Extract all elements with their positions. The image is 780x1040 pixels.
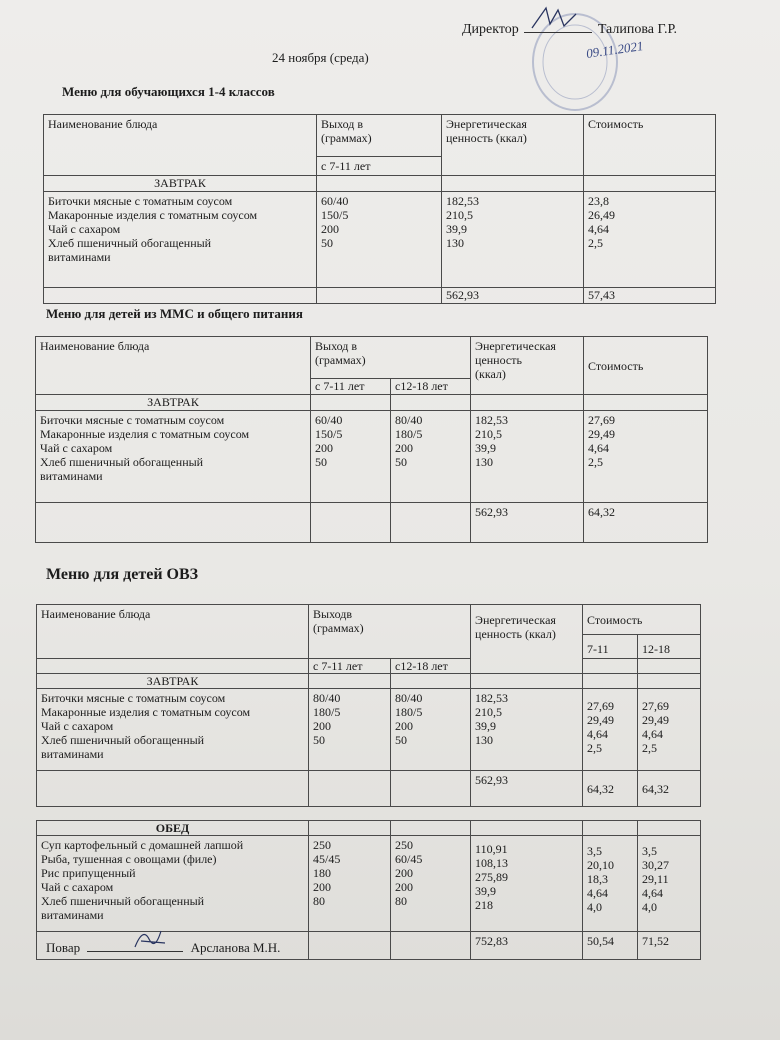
cook-name: Арсланова М.Н. (190, 940, 281, 955)
age-header-2: с12-18 лет (391, 379, 471, 395)
cost-list: 23,8 26,49 4,64 2,5 (584, 192, 716, 288)
lunch-total-cost-1: 50,54 (583, 932, 638, 960)
cost-age-header-1: 7-11 (583, 635, 638, 659)
age-header-2: с12-18 лет (391, 659, 471, 674)
signature-icon (131, 925, 171, 951)
energy-list: 182,53 210,5 39,9 130 (471, 411, 584, 503)
breakfast-cost-list-2: 27,69 29,49 4,64 2,5 (638, 689, 701, 771)
breakfast-dish-list: Биточки мясные с томатным соусом Макаронные изделия с томатным соусом Чай с сахаром Хлеб пшеничный обогащенный витаминами (37, 689, 309, 771)
breakfast-total-cost-2: 64,32 (638, 771, 701, 807)
section1-title: Меню для обучающихся 1-4 классов (62, 84, 275, 99)
breakfast-energy-list: 182,53 210,5 39,9 130 (471, 689, 583, 771)
col-cost-header: Стоимость (584, 337, 708, 395)
lunch-output-list-1: 250 45/45 180 200 80 (309, 836, 391, 932)
col-output-header: Выход в (граммах) (317, 115, 442, 157)
director-signature (524, 18, 592, 33)
dish-list: Биточки мясные с томатным соусом Макаронные изделия с томатным соусом Чай с сахаром Хлеб пшеничный обогащенный витаминами (36, 411, 311, 503)
col-name-header: Наименование блюда (36, 337, 311, 395)
section2-title: Меню для детей из ММС и общего питания (46, 306, 303, 321)
lunch-total-energy: 752,83 (471, 932, 583, 960)
signature-icon (524, 4, 592, 34)
age-header-1: с 7-11 лет (309, 659, 391, 674)
total-energy: 562,93 (442, 288, 584, 304)
breakfast-output-list-2: 80/40 180/5 200 50 (391, 689, 471, 771)
dish-list: Биточки мясные с томатным соусом Макаронные изделия с томатным соусом Чай с сахаром Хлеб пшеничный обогащенный витаминами (44, 192, 317, 288)
col-energy-header: Энергетическая ценность (ккал) (471, 605, 583, 674)
output-list: 60/40 150/5 200 50 (317, 192, 442, 288)
output-list-2: 80/40 180/5 200 50 (391, 411, 471, 503)
lunch-dish-list: Суп картофельный с домашней лапшой Рыба, тушенная с овощами (филе) Рис припущенный Чай с сахаром Хлеб пшеничный обогащенный витаминами (37, 836, 309, 932)
age-header-1: с 7-11 лет (311, 379, 391, 395)
lunch-total-cost-2: 71,52 (638, 932, 701, 960)
breakfast-output-list-1: 80/40 180/5 200 50 (309, 689, 391, 771)
lunch-label: ОБЕД (37, 821, 309, 836)
total-cost: 57,43 (584, 288, 716, 304)
section1-table (43, 114, 716, 304)
cook-signature (87, 939, 183, 952)
breakfast-total-energy: 562,93 (471, 771, 583, 807)
col-name-header: Наименование блюда (37, 605, 309, 659)
total-cost: 64,32 (584, 503, 708, 543)
col-output-header: Выход в (граммах) (311, 337, 471, 379)
signature-date: 09.11.2021 (585, 38, 645, 61)
breakfast-label: ЗАВТРАК (37, 674, 309, 689)
menu-date: 24 ноября (среда) (272, 50, 369, 65)
lunch-output-list-2: 250 60/45 200 200 80 (391, 836, 471, 932)
director-line (462, 18, 677, 38)
col-energy-header: Энергетическая ценность (ккал) (471, 337, 584, 395)
col-cost-header: Стоимость (583, 605, 701, 635)
col-energy-header: Энергетическая ценность (ккал) (442, 115, 584, 176)
cook-line (46, 939, 280, 956)
col-cost-header: Стоимость (584, 115, 716, 176)
director-label: Директор (462, 22, 519, 37)
meal-label: ЗАВТРАК (44, 176, 317, 192)
breakfast-cost-list-1: 27,69 29,49 4,64 2,5 (583, 689, 638, 771)
meal-label: ЗАВТРАК (36, 395, 311, 411)
cost-age-header-2: 12-18 (638, 635, 701, 659)
lunch-energy-list: 110,91 108,13 275,89 39,9 218 (471, 836, 583, 932)
col-name-header: Наименование блюда (44, 115, 317, 176)
director-name: Талипова Г.Р. (597, 22, 678, 37)
output-list-1: 60/40 150/5 200 50 (311, 411, 391, 503)
section2-table (35, 336, 708, 543)
energy-list: 182,53 210,5 39,9 130 (442, 192, 584, 288)
total-energy: 562,93 (471, 503, 584, 543)
lunch-cost-list-1: 3,5 20,10 18,3 4,64 4,0 (583, 836, 638, 932)
lunch-cost-list-2: 3,5 30,27 29,11 4,64 4,0 (638, 836, 701, 932)
cost-list: 27,69 29,49 4,64 2,5 (584, 411, 708, 503)
col-output-header: Выходв (граммах) (309, 605, 471, 659)
age-header: с 7-11 лет (317, 157, 442, 176)
cook-label: Повар (46, 940, 81, 955)
section3-title: Меню для детей ОВЗ (46, 566, 199, 583)
section3-table (36, 604, 701, 960)
breakfast-total-cost-1: 64,32 (583, 771, 638, 807)
